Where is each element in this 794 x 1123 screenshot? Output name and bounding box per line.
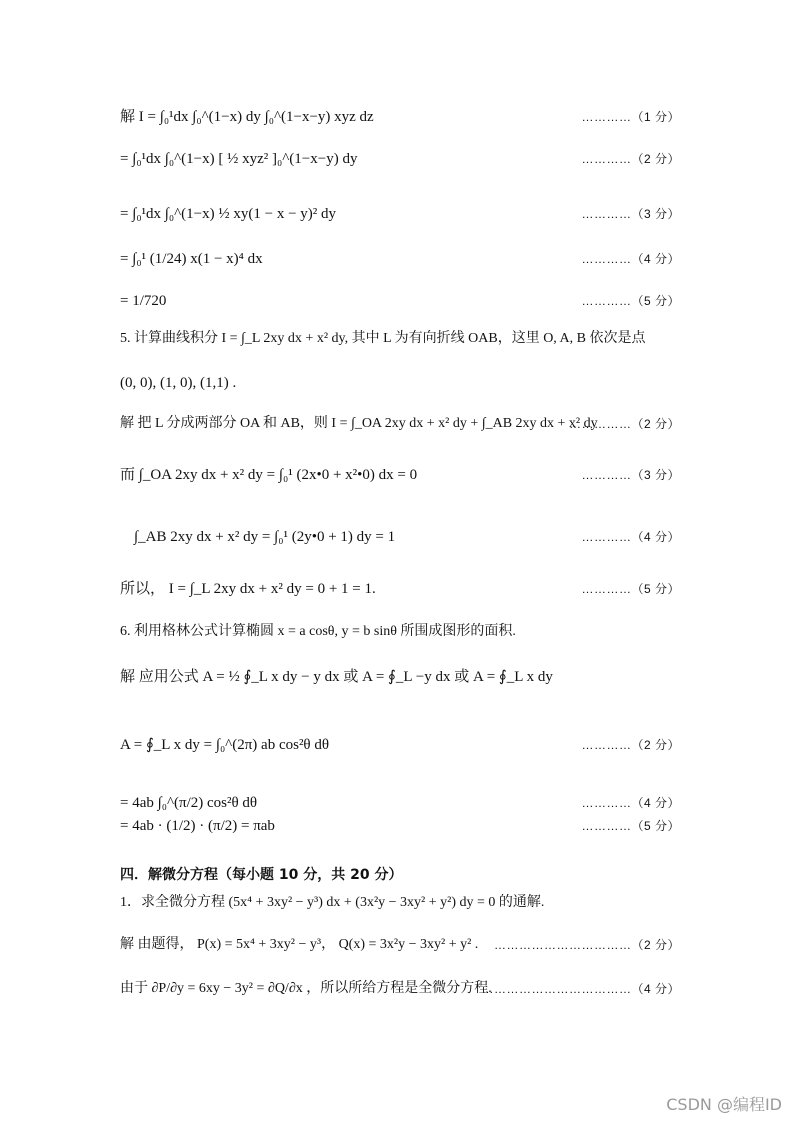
score-label: …………（3 分）	[581, 207, 680, 221]
p5-points	[120, 370, 680, 396]
equation: 所以， I = ∫_L 2xy dx + x² dy = 0 + 1 = 1.	[120, 581, 376, 597]
equation: = ∫₀¹dx ∫₀^(1−x) [ ½ xyz² ]₀^(1−x−y) dy	[120, 151, 358, 167]
equation: = 4ab · (1/2) · (π/2) = πab	[120, 818, 275, 834]
equation: = 4ab ∫₀^(π/2) cos²θ dθ	[120, 795, 258, 811]
equation: = ∫₀¹ (1/24) x(1 − x)⁴ dx	[120, 251, 263, 267]
score-label: ……………（2 分）	[568, 417, 680, 431]
formula-line: 解 应用公式 A = ½ ∮_L x dy − y dx 或 A = ∮_L −y dx 或 A = ∮_L x dy	[120, 669, 553, 685]
points-list: (0, 0), (1, 0), (1,1) .	[120, 375, 237, 391]
score-label: …………（5 分）	[581, 294, 680, 308]
equation: 解 I = ∫₀¹dx ∫₀^(1−x) dy ∫₀^(1−x−y) xyz dz	[120, 109, 374, 125]
equation: 解 把 L 分成两部分 OA 和 AB，则 I = ∫_OA 2xy dx + x² dy + ∫_AB 2xy dx + x² dy	[120, 416, 598, 431]
score-label: …………（4 分）	[581, 530, 680, 544]
equation: 解 由题得， P(x) = 5x⁴ + 3xy² − y³， Q(x) = 3x²y − 3xy² + y² .	[120, 937, 479, 952]
problem-statement: 5. 计算曲线积分 I = ∫_L 2xy dx + x² dy, 其中 L 为有向折线 OAB，这里 O, A, B 依次是点	[120, 331, 646, 346]
equation: A = ∮_L x dy = ∫₀^(2π) ab cos²θ dθ	[120, 737, 330, 753]
score-label: …………（2 分）	[581, 152, 680, 166]
score-label: …………（5 分）	[581, 582, 680, 596]
score-label: …………（5 分）	[581, 819, 680, 833]
p5-statement	[120, 326, 680, 352]
problem-statement: 1．求全微分方程 (5x⁴ + 3xy² − y³) dx + (3x²y − 3xy² + y²) dy = 0 的通解.	[120, 895, 545, 910]
score-label: …………（1 分）	[581, 110, 680, 124]
p5-line-2	[120, 462, 680, 488]
equation: 而 ∫_OA 2xy dx + x² dy = ∫₀¹ (2x•0 + x²•0) dx = 0	[120, 467, 418, 483]
s4-line-1	[120, 932, 680, 958]
score-label: …………（3 分）	[581, 468, 680, 482]
score-label: ………………………………（4 分）	[481, 982, 680, 996]
section-heading: 四．解微分方程（每小题 10 分，共 20 分）	[120, 867, 403, 883]
equation: ∫_AB 2xy dx + x² dy = ∫₀¹ (2y•0 + 1) dy = 1	[134, 529, 396, 545]
p4-line-2	[120, 146, 680, 172]
score-label: ……………………………（2 分）	[493, 938, 680, 952]
p6-statement	[120, 619, 680, 645]
p6-line-3	[120, 813, 680, 839]
s4-line-2	[120, 976, 680, 1002]
p4-line-3	[120, 201, 680, 227]
score-label: …………（4 分）	[581, 796, 680, 810]
score-label: …………（2 分）	[581, 738, 680, 752]
p6-formula	[120, 664, 680, 690]
p4-line-5	[120, 288, 680, 314]
p4-line-1	[120, 104, 680, 130]
p5-line-4	[120, 576, 680, 602]
equation: = ∫₀¹dx ∫₀^(1−x) ½ xy(1 − x − y)² dy	[120, 206, 337, 222]
equation: = 1/720	[120, 293, 167, 309]
score-label: …………（4 分）	[581, 252, 680, 266]
p4-line-4	[120, 246, 680, 272]
p5-line-3	[120, 524, 680, 550]
s4-statement	[120, 890, 680, 916]
p6-line-1	[120, 732, 680, 758]
equation: 由于 ∂P/∂y = 6xy − 3y² = ∂Q/∂x ，所以所给方程是全微分方程.	[120, 981, 492, 996]
p5-line-1	[120, 411, 680, 437]
problem-statement: 6. 利用格林公式计算椭圆 x = a cosθ, y = b sinθ 所围成图形的面积.	[120, 624, 516, 639]
watermark-text: CSDN @编程ID	[666, 1095, 782, 1114]
